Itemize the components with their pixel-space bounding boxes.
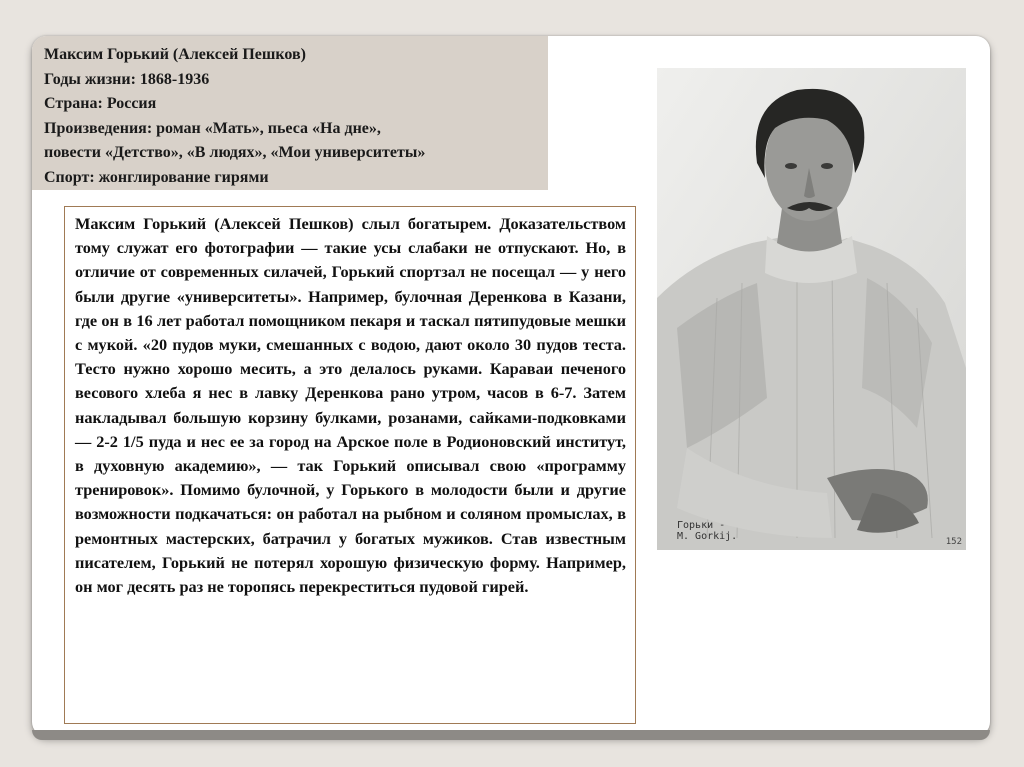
photo-caption-ru: Горьки -: [677, 520, 726, 531]
photo-caption-lat: M. Gorkij.: [677, 531, 738, 542]
biography-text: Максим Горький (Алексей Пешков) слыл богатырем. Доказательством тому служат его фотографии — такие усы слабаки не отпускают. Но, в отличие от современных силачей, Горький спортзал не посещал — у него были другие «университеты». Например, булочная Деренкова в Казани, где он в 16 лет работал помощником пекаря и таскал пятипудовые мешки с мукой. «20 пудов муки, смешанных с водою, дают около 30 пудов теста. Тесто нужно хорошо месить, а это делалось руками. Караваи печеного весового хлеба я нес в лавку Деренкова рано утром, часов в 6-7. Затем накладывал большую корзину булками, розанами, сайками-подковками — 2-2 1/5 пуда и нес ее за город на Арское поле в Родионовский институт, в духовную академию», — так Горький описывал свою «программу тренировок». Помимо булочной, у Горького в молодости были и другие возможности подкачаться: он работал на рыбном и соляном промыслах, в ремонтных мастерских, батрачил у богатых мужиков. Став известным писателем, Горький не потерял хорошую физическую форму. Например, он мог десять раз не торопясь перекреститься пудовой гирей.: [75, 214, 626, 597]
portrait-illustration: [657, 68, 966, 550]
info-sport: Спорт: жонглирование гирями: [44, 168, 269, 186]
photo-number: 152: [945, 537, 962, 547]
portrait-photo: [657, 68, 966, 550]
photo-caption: [677, 520, 737, 542]
info-works-2: повести «Детство», «В людях», «Мои университеты»: [44, 144, 426, 161]
info-country: Страна: Россия: [44, 95, 157, 112]
info-name: Максим Горький (Алексей Пешков): [44, 46, 306, 63]
biography-box: [64, 206, 636, 724]
info-panel: [32, 36, 548, 190]
info-works-1: Произведения: роман «Мать», пьеса «На дне»,: [44, 119, 381, 137]
slide-shadow-edge: [32, 730, 990, 740]
info-years: Годы жизни: 1868-1936: [44, 70, 210, 88]
